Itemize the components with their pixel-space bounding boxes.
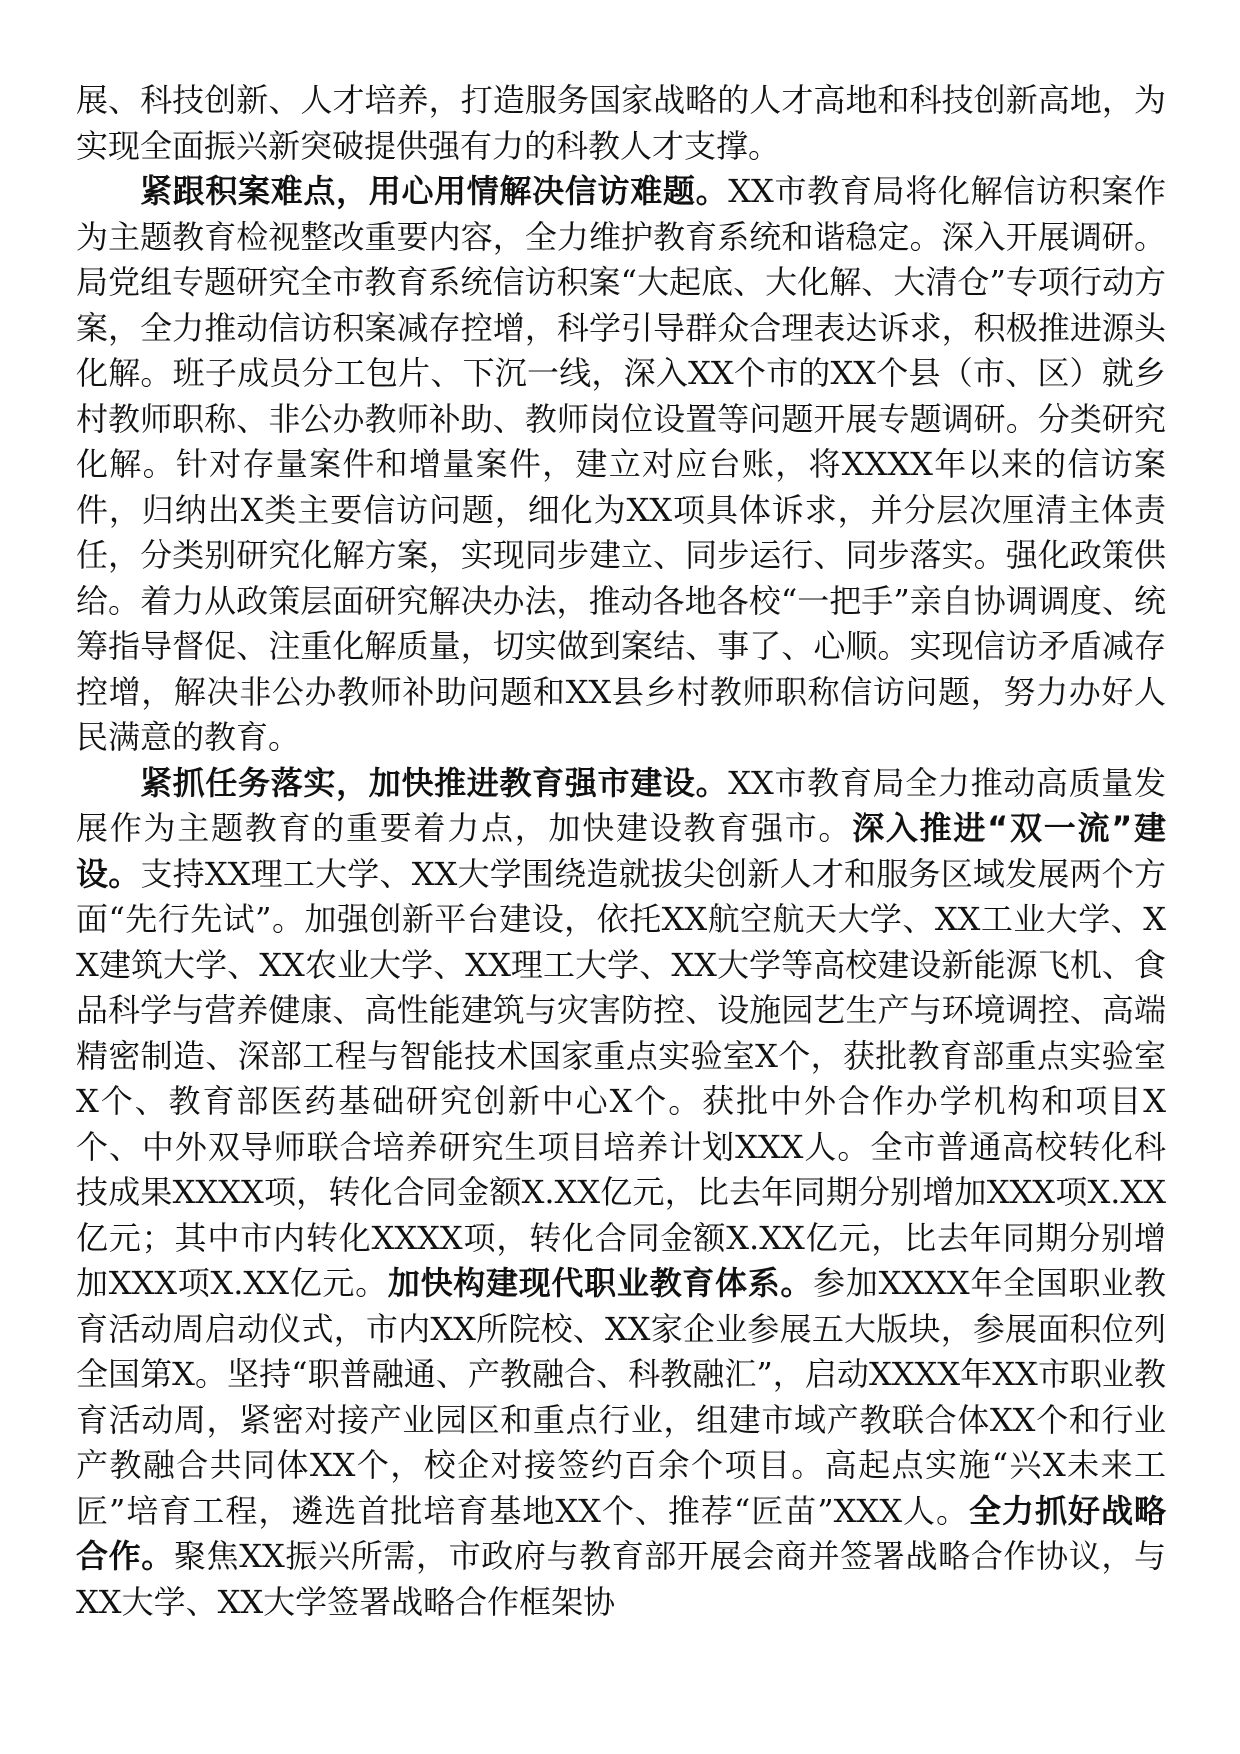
subtext-double-first-class: 支持XX理工大学、XX大学围绕造就拔尖创新人才和服务区域发展两个方面“先行先试”。加强创新平台建设，依托XX航空航天大学、XX工业大学、XX建筑大学、XX农业大学、XX理工大学、XX大学等高校建设新能源飞机、食品科学与营养健康、高性能建筑与灾害防控、设施园艺生产与环境调控、高端精密制造、深部工程与智能技术国家重点实验室X个，获批教育部重点实验室X个、教育部医药基础研究创新中心X个。获批中外合作办学机构和项目X个、中外双导师联合培养研究生项目培养计划XXX人。全市普通高校转化科技成果XXXX项，转化合同金额X.XX亿元，比去年同期分别增加XXX项X.XX亿元；其中市内转化XXXX项，转化合同金额X.XX亿元，比去年同期分别增加XXX项X.XX亿元。 [76, 854, 1166, 1302]
paragraph-text: XX市教育局将化解信访积案作为主题教育检视整改重要内容，全力维护教育系统和谐稳定。深入开展调研。局党组专题研究全市教育系统信访积案“大起底、大化解、大清仓”专项行动方案，全力推动信访积案减存控增，科学引导群众合理表达诉求，积极推进源头化解。班子成员分工包片、下沉一线，深入XX个市的XX个县（市、区）就乡村教师职称、非公办教师补助、教师岗位设置等问题开展专题调研。分类研究化解。针对存量案件和增量案件，建立对应台账，将XXXX年以来的信访案件，归纳出X类主要信访问题，细化为XX项具体诉求，并分层次厘清主体责任，分类别研究化解方案，实现同步建立、同步运行、同步落实。强化政策供给。着力从政策层面研究解决办法，推动各地各校“一把手”亲自协调调度、统筹指导督促、注重化解质量，切实做到案结、事了、心顺。实现信访矛盾减存控增，解决非公办教师补助问题和XX县乡村教师职称信访问题，努力办好人民满意的教育。 [76, 172, 1166, 756]
subtext-strategic-cooperation: 聚焦XX振兴所需，市政府与教育部开展会商并签署战略合作协议，与XX大学、XX大学签署战略合作框架协 [76, 1537, 1166, 1621]
subheading-vocational-education: 加快构建现代职业教育体系。 [387, 1264, 814, 1302]
paragraph-text: XX市教育局全力推动高质量发展作为主题教育的重要着力点，加快建设教育强市。 [76, 763, 1166, 847]
paragraph-heading: 紧抓任务落实，加快推进教育强市建设。 [140, 763, 729, 802]
paragraph-continuation [76, 78, 1166, 169]
document-page [76, 78, 1166, 1625]
paragraph-heading: 紧跟积案难点，用心用情解决信访难题。 [140, 172, 729, 210]
subheading-double-first-class: 深入推进“双一流”建设。 [76, 809, 1166, 893]
paragraph-text: 展、科技创新、人才培养，打造服务国家战略的人才高地和科技创新高地，为实现全面振兴新突破提供强有力的科教人才支撑。 [76, 81, 1166, 165]
subtext-vocational-education: 参加XXXX年全国职业教育活动周启动仪式，市内XX所院校、XX家企业参展五大版块，参展面积位列全国第X。坚持“职普融通、产教融合、科教融汇”，启动XXXX年XX市职业教育活动周，紧密对接产业园区和重点行业，组建市域产教联合体XX个和行业产教融合共同体XX个，校企对接签约百余个项目。高起点实施“兴X未来工匠”培育工程，遴选首批培育基地XX个、推荐“匠苗”XXX人。 [76, 1264, 1166, 1530]
paragraph-petition [76, 169, 1166, 761]
paragraph-education-city [76, 761, 1166, 1626]
subheading-strategic-cooperation: 全力抓好战略合作。 [76, 1491, 1166, 1575]
